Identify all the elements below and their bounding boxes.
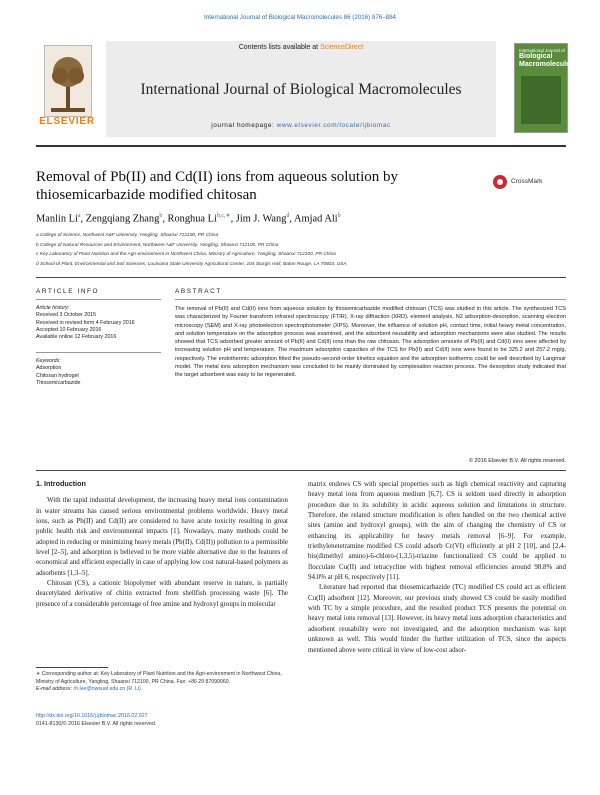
keyword-item: Chitosan hydrogel [36, 372, 79, 379]
journal-homepage-line [106, 122, 496, 129]
journal-title: International Journal of Biological Macromolecules [140, 81, 462, 98]
abstract-divider [36, 470, 566, 471]
cover-line-1: International Journal of [519, 48, 565, 53]
doi-block [36, 712, 288, 728]
sciencedirect-link[interactable]: ScienceDirect [320, 44, 364, 51]
journal-cover-thumbnail [514, 43, 574, 133]
author-name[interactable]: Zengqiang Zhang [85, 213, 160, 225]
author-affiliation-mark[interactable]: b [159, 213, 163, 219]
abstract-heading: ABSTRACT [175, 288, 222, 295]
author-affiliation-mark[interactable]: b [337, 213, 341, 219]
history-rule [36, 352, 161, 353]
body-paragraph: matrix endows CS with special properties such as high chemical reactivity and capturing heavy metal ions from aqueous medium [6,7]. CS is seldom used directly in adsorption procedure due to its solubility in acidic aqueous solution and limitations in structure. Therefore, the related structure modification is often handled on the two chemical active sites (amine and hydroxyl groups), with the aim of changing the chemistry of CS or enhancing its applicability for heavy metals removal [6–9]. For example, triethylenetetramine modified CS could adsorb Cr(VI) efficiently at pH 2 [10], and [2,4-bis(dimethyl amino)-6-chloro-(1,3,5)-triazine functionalized CS could be applied to flocculate Cu(II) and tetracycline with highest removal efficiencies around 98.8% and 94.0% at pH 6, respectively [11]. [308, 480, 566, 582]
doi-link[interactable]: http://dx.doi.org/10.1016/j.ijbiomac.2016.02.027 [36, 713, 148, 719]
author-name[interactable]: Jim J. Wang [235, 213, 287, 225]
body-column-left [36, 479, 288, 609]
article-history [36, 305, 166, 341]
abstract-copyright: © 2016 Elsevier B.V. All rights reserved. [468, 458, 566, 464]
front-matter-divider [36, 277, 566, 278]
article-title: Removal of Pb(II) and Cd(II) ions from aqueous solution by thiosemicarbazide modified chitosan [36, 169, 399, 203]
keywords-label: Keywords: [36, 358, 61, 364]
header-divider [36, 145, 566, 147]
abstract-rule [175, 299, 566, 300]
cover-image [521, 76, 561, 124]
affiliation-item: a College of Science, Northwest A&F University, Yangling, Shaanxi 712100, PR China [36, 233, 219, 238]
email-label: E-mail address: [36, 686, 73, 693]
homepage-url-link[interactable]: www.elsevier.com/locate/ijbiomac [276, 122, 391, 129]
article-info-rule [36, 299, 161, 300]
footnote-email-line [36, 686, 288, 694]
affiliation-list [36, 231, 566, 269]
author-affiliation-mark[interactable]: d [286, 213, 290, 219]
affiliation-item: c Key Laboratory of Plant Nutrition and the Agri-environment in Northwest China, Ministry of Agriculture, Yangling, Shaanxi 712100, PR China [36, 252, 336, 257]
email-link[interactable]: rh.lee@nwsuaf.edu.cn (R. Li). [73, 686, 143, 693]
history-item: Accepted 10 February 2016 [36, 326, 102, 333]
body-column-right [308, 479, 566, 655]
author-name[interactable]: Manlin Li [36, 213, 78, 225]
history-item: Received 3 October 2015 [36, 312, 97, 319]
body-paragraph: Chitosan (CS), a cationic biopolymer with abundant reserve in nature, is partially deacetylated derivative of chitin extracted from shellfish processing waste [6]. The presence of a considerable percentage of free amine and hydroxyl groups in molecular [36, 579, 288, 608]
cover-line-2: Biological Macromolecules [519, 53, 574, 68]
author-affiliation-mark[interactable]: a [77, 213, 81, 219]
homepage-prefix: journal homepage: [211, 122, 277, 129]
elsevier-wordmark: ELSEVIER [39, 116, 95, 127]
journal-citation-link[interactable]: International Journal of Biological Macromolecules 86 (2016) 876–884 [204, 14, 396, 21]
crossmark-label: CrossMark [511, 178, 543, 185]
history-item: Received in revised form 4 February 2016 [36, 319, 135, 326]
footnote-text: ∗ Corresponding author at: Key Laboratory of Plant Nutrition and the Agri-environment in Northwest China, Ministry of Agriculture, Yangling, Shaanxi 712100, PR China. Fax: +86 29 87090060. [36, 671, 282, 685]
keyword-item: Thiosemicarbazide [36, 379, 81, 386]
affiliation-item: b College of Natural Resources and Environment, Northwest A&F University, Yangling, Shaanxi 712100, PR China [36, 242, 279, 248]
elsevier-tree-icon [44, 45, 92, 117]
elsevier-logo [36, 41, 98, 133]
contents-available-line [106, 44, 496, 51]
author-name[interactable]: Amjad Ali [294, 213, 338, 225]
abstract-text: The removal of Pb(II) and Cd(II) ions from aqueous solution by thiosemicarbazide modified chitosan (TCS) was studied in this article. The synthesized TCS was characterized by Fourier transform infrared spectroscopy (FTIR), X-ray diffraction (XRD), element analysis, N2 adsorption-desorption, scanning electron microscopy (SEM) and X-ray photoelectron spectrophotometer (XPS). Moreover, the influence of solution pH, contact time, initial heavy metal concentration, and solution temperature on the adsorption process was examined, and the adsorbent reusability and adsorption mechanisms were also studied. The results showed that TCS adsorbed greater amount of Pb(II) and Cd(II) ions than the raw chitosan. The adsorption amounts of Pb(II) and Cd(II) ions were affected by increasing solution pH and temperature. The maximum adsorption capacities of the TCS for Pb(II) and Cd(II) ions were found to be 325.2 and 257.2 mg/g, respectively. The endothermic adsorption fitted the pseudo-second-order kinetics equation and the adsorption isotherms could be well described by Langmuir model. The metal ions adsorption mechanism was concluded to be mainly dominated by complexation reaction process. The desorption study indicated that the target adsorbent was easy to be regenerated. [175, 306, 566, 378]
journal-banner [106, 41, 496, 137]
history-item: Available online 12 February 2016 [36, 334, 117, 341]
affiliation-item: d School of Plant, Environmental and Soil Sciences, Louisiana State University Agricultural Center, 104 Sturgis Hall, Baton Rouge, LA 70803, USA [36, 261, 347, 267]
corresponding-author-footnote [36, 671, 288, 694]
history-label: Article history: [36, 305, 70, 311]
author-list: Manlin Li$^a$, Zengqiang Zhang$^b$, Ronghua $Li^{b,c,∗}$, Jim J. Wang$^d$, Amjad Ali$^b$ [36, 213, 341, 225]
contents-prefix: Contents lists available at [238, 44, 321, 51]
body-paragraph: With the rapid industrial development, the increasing heavy metal ions contamination in water streams has caused serious environmental problems worldwide. Heavy metal ions, such as Pb(II) and Cd(II) are considered to have acute toxicity resulting in great public health risk and environmental impacts [1]. Nowadays, many methods could be adopted in reducing or minimizing heavy metals (Pb(II), Cd(II)) pollution to a permissible level [2–5], and adsorption is believed to be more viable alternative due to the features of economical and efficient especially in case of applying low cost natural-based polymers as adsorbents [1,3–5]. [36, 496, 288, 577]
author-name[interactable]: Ronghua Li [167, 213, 217, 225]
introduction-heading: 1. Introduction [36, 479, 86, 488]
article-info-heading: ARTICLE INFO [36, 288, 100, 295]
keyword-item: Adsorption [36, 365, 62, 372]
issn-line: 0141-8130/© 2016 Elsevier B.V. All rights reserved. [36, 721, 157, 727]
crossmark-icon [493, 175, 507, 189]
keywords-block [36, 358, 166, 387]
crossmark-button[interactable] [493, 175, 568, 191]
journal-header [36, 41, 574, 137]
footnote-rule [36, 667, 108, 668]
author-affiliation-mark[interactable]: b,c,∗ [216, 213, 231, 219]
body-paragraph: Literature had reported that thiosemicarbazide (TC) modified CS could act as efficient Cu(II) adsorbent [12]. Moreover, our previous study showed CS could be easily modified with TC by a simple procedure, and the resulted product TCS presents the potential on heavy metal ions removal [13]. However, its heavy metal ions adsorption characteristics and adsorbent reusability were not investigated, and the adsorption mechanism was kept unknown as well. This would hinder the further utilization of TCS, since the aspects mentioned above were critical in view of low-cost adsor- [308, 583, 566, 654]
